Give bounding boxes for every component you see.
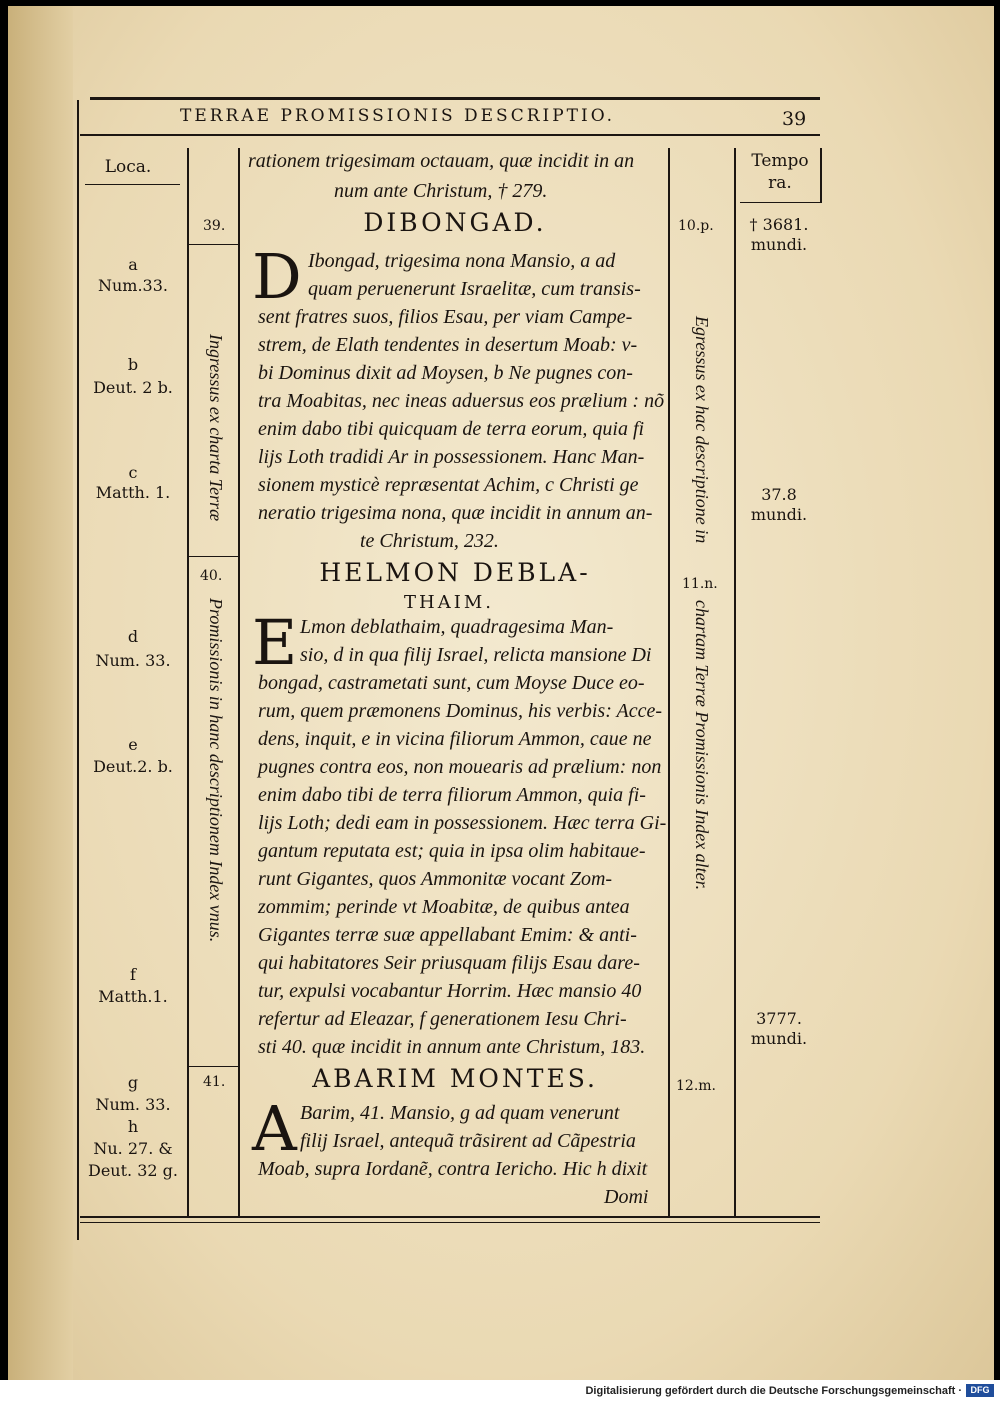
text-line: tra Moabitas, nec ineas aduersus eos prælium : nõ <box>258 390 665 412</box>
col-rule-1 <box>187 148 189 1216</box>
text-line: enim dabo tibi quicquam de terra eorum, quia fi <box>258 418 645 440</box>
margin-letter: h <box>127 1117 139 1136</box>
text-line: quam peruenerunt Israelitæ, cum transis- <box>308 278 641 300</box>
drop-cap: E <box>252 606 298 679</box>
num-sep-2 <box>189 556 238 557</box>
text-line: rum, quem præmonens Dominus, his verbis: Acce- <box>258 700 663 722</box>
text-line: Moab, supra Iordanẽ, contra Iericho. Hic h dixit <box>258 1158 648 1180</box>
text-line: Barim, 41. Mansio, g ad quam venerunt <box>300 1102 620 1124</box>
section-number: 39. <box>203 218 226 234</box>
margin-reference: Deut.2. b. <box>93 757 173 776</box>
header-rule <box>80 134 820 136</box>
text-line: sio, d in qua filij Israel, relicta mansione Di <box>300 644 652 666</box>
right-index-note-1: Egressus ex hac descriptione in <box>692 316 712 544</box>
margin-letter: f <box>130 965 136 984</box>
date: 37.8 <box>761 485 797 504</box>
tempora-heading-1: Tempo <box>751 151 809 171</box>
margin-letter: b <box>127 355 139 374</box>
text-line: Gigantes terræ suæ appellabant Emim: & anti- <box>258 924 637 946</box>
text-line: lijs Loth tradidi Ar in possessionem. Hanc Man- <box>258 446 645 468</box>
num-sep-1 <box>189 244 238 245</box>
page-number: 39 <box>782 108 807 130</box>
margin-letter: a <box>128 255 138 274</box>
text-line: Ibongad, trigesima nona Mansio, a ad <box>308 250 616 272</box>
intro-line: num ante Christum, † 279. <box>334 180 548 202</box>
section-title: ABARIM MONTES. <box>312 1064 598 1093</box>
text-line: neratio trigesima nona, quæ incidit in annum an- <box>258 502 653 524</box>
text-line: strem, de Elath tendentes in desertum Moab: v- <box>258 334 638 356</box>
text-line: sent fratres suos, filios Esau, per viam Campe- <box>258 306 633 328</box>
drop-cap: A <box>252 1092 297 1165</box>
text-line: pugnes contra eos, non mouearis ad prælium: non <box>258 756 662 778</box>
date: † 3681. <box>749 215 809 234</box>
text-line: dens, inquit, e in vicina filiorum Ammon, caue ne <box>258 728 652 750</box>
col-rule-2 <box>238 148 240 1216</box>
text-line: bongad, castrametati sunt, cum Moyse Duce eo- <box>258 672 645 694</box>
loca-rule <box>85 184 180 185</box>
section-title: DIBONGAD. <box>363 208 547 237</box>
outer-left-rule <box>77 100 79 1240</box>
running-title: TERRAE PROMISSIONIS DESCRIPTIO. <box>180 106 616 126</box>
col-rule-5 <box>820 148 822 203</box>
left-index-note-2: Promissionis in hanc descriptionem Index vnus. <box>206 598 226 943</box>
date: mundi. <box>750 505 808 524</box>
text-line: qui habitatores Seir priusquam filijs Esau dare- <box>258 952 640 974</box>
num-sep-3 <box>189 1066 238 1067</box>
margin-reference: Matth.1. <box>98 987 168 1006</box>
margin-reference: Matth. 1. <box>95 483 171 502</box>
date: 3777. <box>756 1009 802 1028</box>
margin-reference: Nu. 27. & <box>93 1139 173 1158</box>
drop-cap: D <box>252 240 302 313</box>
dfg-credit: Digitalisierung gefördert durch die Deutsche Forschungsgemeinschaft · <box>585 1385 962 1397</box>
text-line: Domi <box>604 1186 649 1208</box>
text-line: refertur ad Eleazar, f generationem Iesu Chri- <box>258 1008 627 1030</box>
margin-reference: Num. 33. <box>95 1095 171 1114</box>
text-line: te Christum, 232. <box>360 530 499 552</box>
text-line: Lmon deblathaim, quadragesima Man- <box>300 616 614 638</box>
margin-reference: Num.33. <box>97 276 168 295</box>
margin-reference: Deut. 32 g. <box>88 1161 178 1180</box>
margin-reference: Num. 33. <box>95 651 171 670</box>
section-number: 41. <box>203 1074 226 1090</box>
text-line: enim dabo tibi de terra filiorum Ammon, quia fi- <box>258 784 646 806</box>
margin-reference: Deut. 2 b. <box>93 378 173 397</box>
tempora-rule <box>740 202 820 203</box>
section-number: 40. <box>200 568 223 584</box>
text-line: tur, expulsi vocabantur Horrim. Hæc mansio 40 <box>258 980 642 1002</box>
intro-line: rationem trigesimam octauam, quæ incidit in an <box>248 150 635 172</box>
bottom-rule-2 <box>80 1222 820 1223</box>
dfg-logo: DFG <box>966 1384 994 1397</box>
text-line: gantum reputata est; quia in ipsa olim habitaue- <box>258 840 646 862</box>
interval-mark: 12.m. <box>676 1078 716 1094</box>
text-line: filij Israel, antequã trãsirent ad Cãpestria <box>300 1130 636 1152</box>
text-line: sti 40. quæ incidit in annum ante Christum, 183. <box>258 1036 646 1058</box>
text-line: lijs Loth; dedi eam in possessionem. Hæc terra Gi- <box>258 812 667 834</box>
margin-letter: e <box>128 735 138 754</box>
interval-mark: 10.p. <box>678 218 714 234</box>
loca-heading: Loca. <box>104 157 152 177</box>
col-rule-4 <box>734 148 736 1216</box>
page-gutter <box>8 6 73 1380</box>
text-line: sionem mysticè repræsentat Achim, c Christi ge <box>258 474 639 496</box>
text-line: bi Dominus dixit ad Moysen, b Ne pugnes con- <box>258 362 633 384</box>
interval-mark: 11.n. <box>682 576 718 592</box>
section-subtitle: THAIM. <box>404 592 494 613</box>
tempora-heading-2: ra. <box>768 173 792 193</box>
section-title: HELMON DEBLA- <box>319 558 591 587</box>
text-line: zommim; perinde vt Moabitæ, de quibus antea <box>258 896 630 918</box>
margin-letter: d <box>127 627 139 646</box>
bottom-rule <box>80 1216 820 1218</box>
top-rule <box>90 97 820 100</box>
left-index-note-1: Ingressus ex charta Terræ <box>206 334 226 522</box>
text-line: runt Gigantes, quos Ammonitæ vocant Zom- <box>258 868 613 890</box>
margin-letter: c <box>128 463 138 482</box>
date: mundi. <box>750 235 808 254</box>
margin-letter: g <box>127 1073 139 1092</box>
col-rule-3 <box>668 148 670 1216</box>
date: mundi. <box>750 1029 808 1048</box>
right-index-note-2: chartam Terræ Promissionis Index alter. <box>692 600 712 891</box>
